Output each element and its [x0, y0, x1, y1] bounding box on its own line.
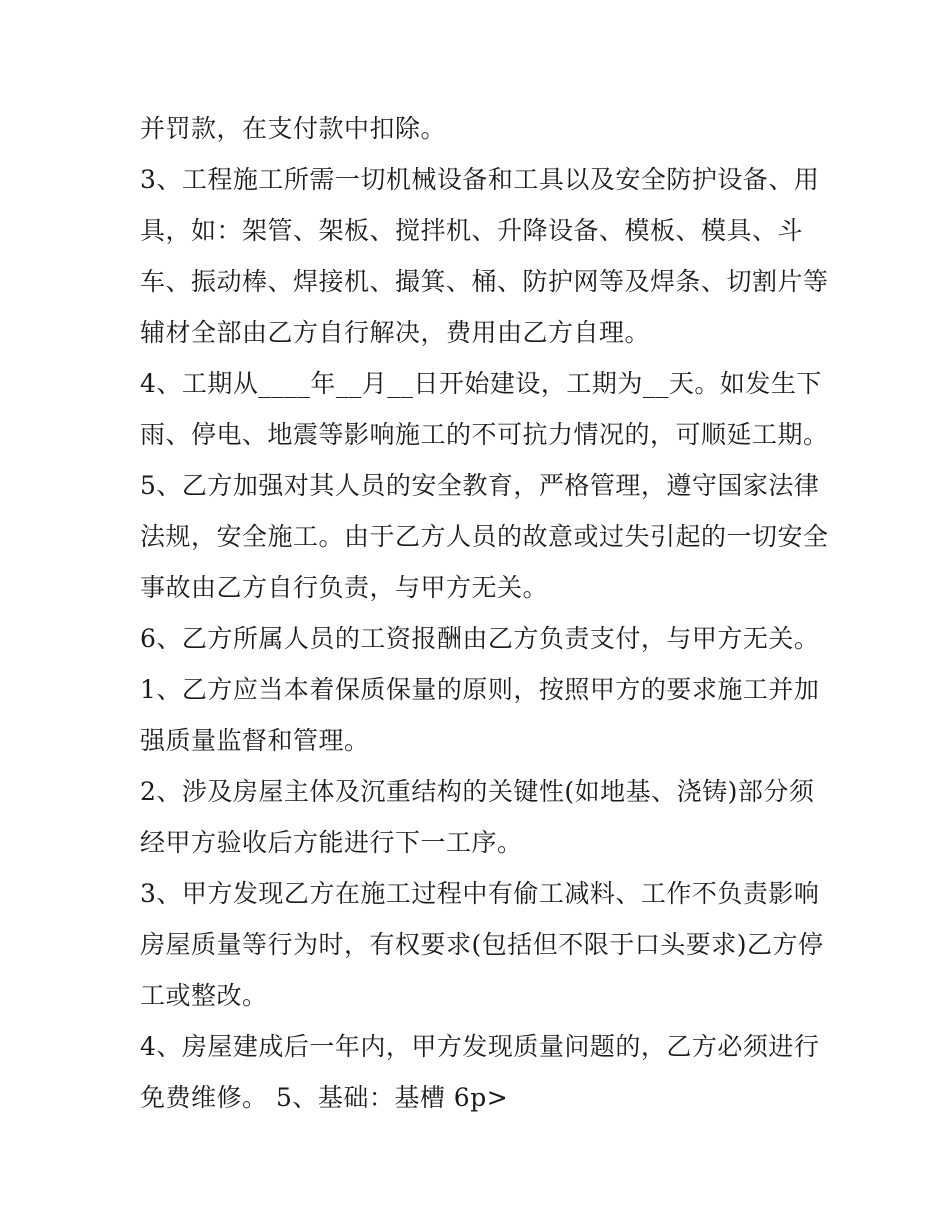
text-line: 房屋质量等行为时，有权要求(包括但不限于口头要求)乙方停	[140, 930, 824, 959]
text-line: 工或整改。	[140, 981, 268, 1010]
text-line: 并罚款，在支付款中扣除。	[140, 114, 447, 143]
text-line: 事故由乙方自行负责，与甲方无关。	[140, 573, 549, 602]
text-line: 免费维修。 5、基础：基槽 6p>	[140, 1083, 509, 1112]
contract-text-body	[140, 103, 829, 1123]
text-line: 3、工程施工所需一切机械设备和工具以及安全防护设备、用	[140, 165, 820, 194]
text-line: 4、房屋建成后一年内，甲方发现质量问题的，乙方必须进行	[140, 1032, 820, 1061]
text-line: 4、工期从____年__月__日开始建设，工期为__天。如发生下	[140, 369, 822, 398]
text-line: 强质量监督和管理。	[140, 726, 370, 755]
text-line: 车、振动棒、焊接机、撮箕、桶、防护网等及焊条、切割片等	[140, 267, 829, 296]
text-line: 法规，安全施工。由于乙方人员的故意或过失引起的一切安全	[140, 522, 829, 551]
text-line: 辅材全部由乙方自行解决，费用由乙方自理。	[140, 318, 651, 347]
text-line: 雨、停电、地震等影响施工的不可抗力情况的，可顺延工期。	[140, 420, 829, 449]
text-line: 5、乙方加强对其人员的安全教育，严格管理，遵守国家法律	[140, 471, 820, 500]
text-line: 6、乙方所属人员的工资报酬由乙方负责支付，与甲方无关。	[140, 624, 820, 653]
text-line: 具，如：架管、架板、搅拌机、升降设备、模板、模具、斗	[140, 216, 804, 245]
text-line: 2、涉及房屋主体及沉重结构的关键性(如地基、浇铸)部分须	[140, 777, 815, 806]
text-line: 3、甲方发现乙方在施工过程中有偷工减料、工作不负责影响	[140, 879, 820, 908]
text-line: 经甲方验收后方能进行下一工序。	[140, 828, 523, 857]
text-line: 1、乙方应当本着保质保量的原则，按照甲方的要求施工并加	[140, 675, 820, 704]
